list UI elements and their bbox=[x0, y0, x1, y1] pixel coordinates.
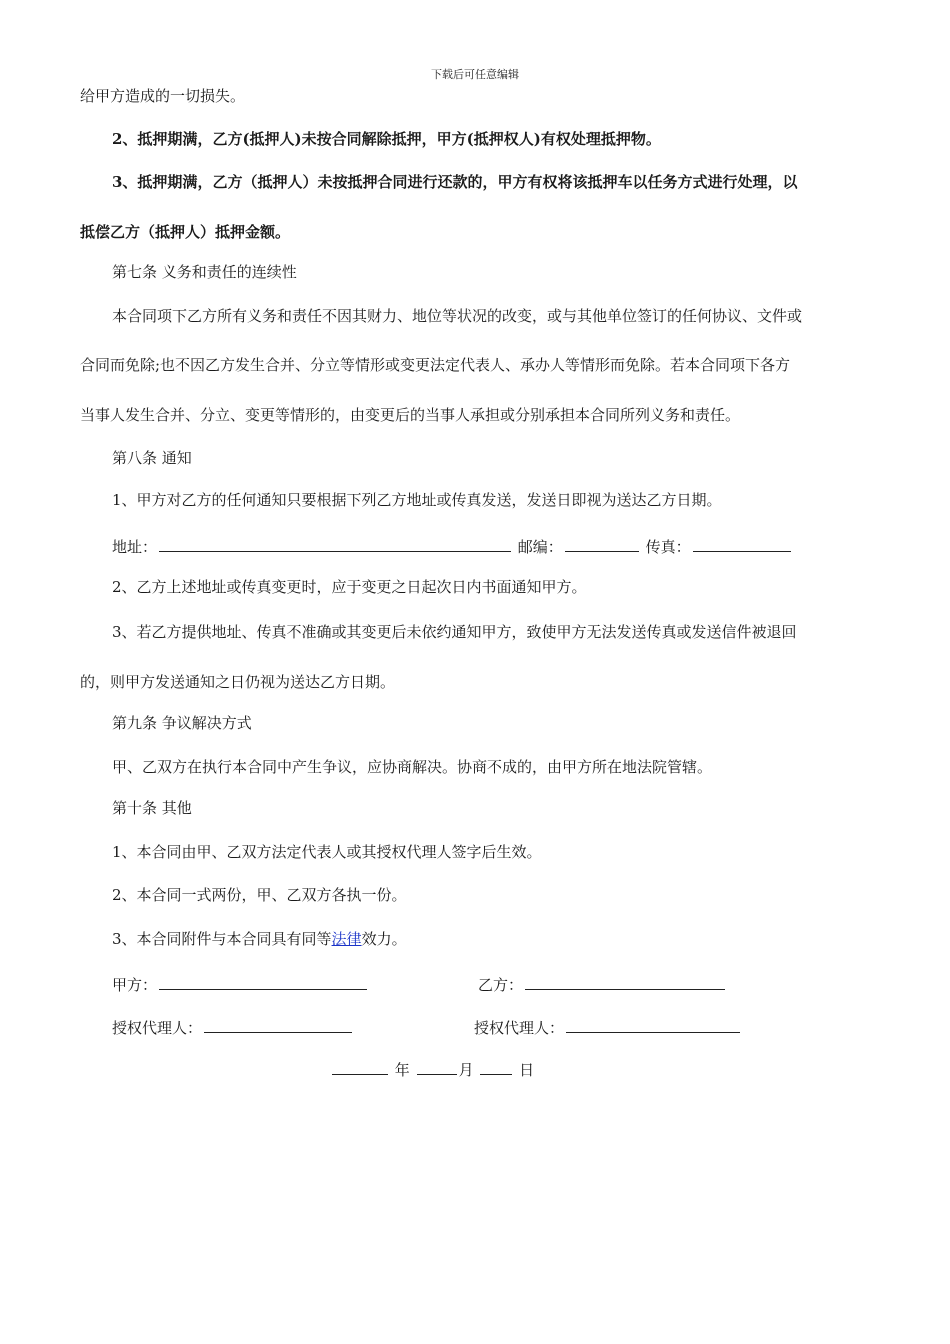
agent-b-signature bbox=[474, 1016, 742, 1038]
article-7-line2: 合同而免除;也不因乙方发生合并、分立等情形或变更法定代表人、承办人等情形而免除。若本合同项下各方 bbox=[80, 356, 791, 374]
article-10-item3 bbox=[112, 929, 407, 949]
article-10-title: 第十条 其他 bbox=[112, 799, 192, 817]
article-10-item3-suffix: 效力。 bbox=[361, 930, 407, 948]
clause-3-bold-line2: 抵偿乙方（抵押人）抵押金额。 bbox=[80, 223, 291, 241]
article-7-line1: 本合同项下乙方所有义务和责任不因其财力、地位等状况的改变，或与其他单位签订的任何协议、文件或 bbox=[112, 307, 803, 325]
article-8-title: 第八条 通知 bbox=[112, 449, 192, 467]
article-8-item2: 2、乙方上述地址或传真变更时，应于变更之日起次日内书面通知甲方。 bbox=[112, 578, 587, 596]
article-10-item2: 2、本合同一式两份，甲、乙双方各执一份。 bbox=[112, 886, 407, 904]
agent-a-blank[interactable] bbox=[204, 1016, 352, 1033]
zip-blank[interactable] bbox=[565, 535, 639, 552]
month-blank[interactable] bbox=[417, 1058, 457, 1075]
law-link[interactable]: 法律 bbox=[331, 930, 362, 948]
agent-a-signature bbox=[112, 1016, 354, 1038]
fax-label: 传真： bbox=[645, 538, 691, 556]
fax-blank[interactable] bbox=[693, 535, 791, 552]
article-10-item1: 1、本合同由甲、乙双方法定代表人或其授权代理人签字后生效。 bbox=[112, 843, 542, 861]
year-blank[interactable] bbox=[332, 1058, 388, 1075]
address-blank[interactable] bbox=[159, 535, 511, 552]
article-8-item1: 1、甲方对乙方的任何通知只要根据下列乙方地址或传真发送，发送日即视为送达乙方日期。 bbox=[112, 491, 722, 509]
agent-b-blank[interactable] bbox=[566, 1016, 740, 1033]
party-b-blank[interactable] bbox=[525, 973, 725, 990]
article-10-item3-text: 3、本合同附件与本合同具有同等 bbox=[112, 930, 332, 948]
party-b-label: 乙方： bbox=[478, 976, 524, 994]
address-label: 地址： bbox=[112, 538, 158, 556]
zip-label: 邮编： bbox=[517, 538, 563, 556]
page-header: 下载后可任意编辑 bbox=[431, 68, 519, 81]
paragraph-continuation: 给甲方造成的一切损失。 bbox=[80, 87, 246, 105]
clause-3-bold-line1: 3、抵押期满，乙方（抵押人）未按抵押合同进行还款的，甲方有权将该抵押车以任务方式进行处理，以 bbox=[112, 173, 798, 191]
article-8-item3-line2: 的，则甲方发送通知之日仍视为送达乙方日期。 bbox=[80, 673, 396, 691]
clause-2-bold: 2、抵押期满，乙方(抵押人)未按合同解除抵押，甲方(抵押权人)有权处理抵押物。 bbox=[112, 130, 661, 148]
day-label: 日 bbox=[519, 1061, 535, 1079]
month-label: 月 bbox=[458, 1061, 474, 1079]
agent-a-label: 授权代理人： bbox=[112, 1019, 203, 1037]
agent-b-label: 授权代理人： bbox=[474, 1019, 565, 1037]
article-7-title: 第七条 义务和责任的连续性 bbox=[112, 263, 297, 281]
party-a-signature bbox=[112, 973, 369, 995]
party-a-blank[interactable] bbox=[159, 973, 367, 990]
year-label: 年 bbox=[394, 1061, 410, 1079]
article-9-text: 甲、乙双方在执行本合同中产生争议，应协商解决。协商不成的，由甲方所在地法院管辖。 bbox=[112, 758, 713, 776]
article-7-line3: 当事人发生合并、分立、变更等情形的，由变更后的当事人承担或分别承担本合同所列义务和责任。 bbox=[80, 406, 741, 424]
date-line bbox=[330, 1058, 534, 1080]
article-9-title: 第九条 争议解决方式 bbox=[112, 714, 252, 732]
day-blank[interactable] bbox=[480, 1058, 512, 1075]
article-8-item3-line1: 3、若乙方提供地址、传真不准确或其变更后未依约通知甲方，致使甲方无法发送传真或发送信件被退回 bbox=[112, 623, 797, 641]
party-b-signature bbox=[478, 973, 727, 995]
party-a-label: 甲方： bbox=[112, 976, 158, 994]
address-fields-line bbox=[112, 535, 793, 557]
